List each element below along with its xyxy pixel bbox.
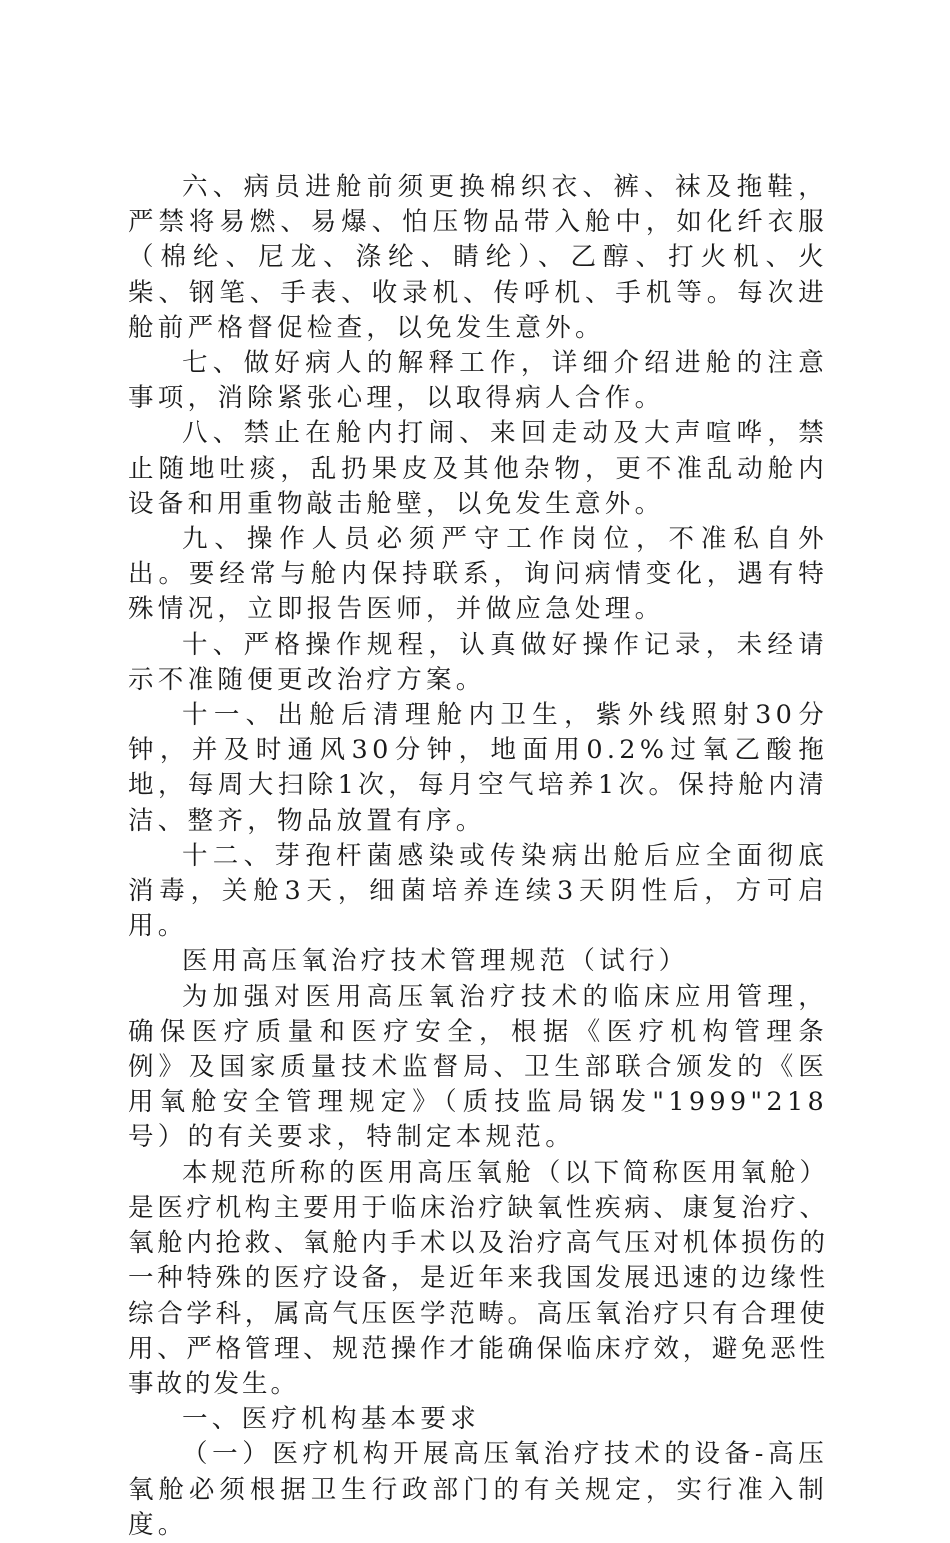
paragraph-6: 六、病员进舱前须更换棉织衣、裤、袜及拖鞋，严禁将易燃、易爆、怕压物品带入舱中，如化纤衣服（棉纶、尼龙、涤纶、睛纶）、乙醇、打火机、火柴、钢笔、手表、收录机、传呼机、手机等。每次进舱前严格督促检查，以免发生意外。 [128,172,828,343]
paragraph-10: 十、严格操作规程，认真做好操作记录，未经请示不准随便更改治疗方案。 [128,629,828,695]
paragraph-7: 七、做好病人的解释工作，详细介绍进舱的注意事项，消除紧张心理，以取得病人合作。 [128,348,828,414]
requirement-1-paragraph: （一）医疗机构开展高压氧治疗技术的设备-高压氧舱必须根据卫生行政部门的有关规定，实行准入制度。 [128,1439,828,1540]
intro-paragraph: 为加强对医用高压氧治疗技术的临床应用管理，确保医疗质量和医疗安全，根据《医疗机构管理条例》及国家质量技术监督局、卫生部联合颁发的《医用氧舱安全管理规定》（质技监局锅发"1999"218号）的有关要求，特制定本规范。 [128,981,828,1153]
paragraph-9: 九、操作人员必须严守工作岗位，不准私自外出。要经常与舱内保持联系，询问病情变化，遇有特殊情况，立即报告医师，并做应急处理。 [128,524,828,625]
paragraph-12: 十二、芽孢杆菌感染或传染病出舱后应全面彻底消毒，关舱3天，细菌培养连续3天阴性后，方可启用。 [128,840,828,942]
paragraph-11: 十一、出舱后清理舱内卫生，紫外线照射30分钟，并及时通风30分钟，地面用0.2%过氧乙酸拖地，每周大扫除1次，每月空气培养1次。保持舱内清洁、整齐，物品放置有序。 [128,700,828,836]
subsection-heading: 一、医疗机构基本要求 [182,1404,481,1435]
document-body [128,170,828,1543]
section-title: 医用高压氧治疗技术管理规范（试行） [182,946,689,977]
paragraph-8: 八、禁止在舱内打闹、来回走动及大声喧哗，禁止随地吐痰，乱扔果皮及其他杂物，更不准乱动舱内设备和用重物敲击舱壁，以免发生意外。 [128,418,828,519]
definition-paragraph: 本规范所称的医用高压氧舱（以下简称医用氧舱）是医疗机构主要用于临床治疗缺氧性疾病、康复治疗、氧舱内抢救、氧舱内手术以及治疗高气压对机体损伤的一种特殊的医疗设备，是近年来我国发展迅速的边缘性综合学科，属高气压医学范畴。高压氧治疗只有合理使用、严格管理、规范操作才能确保临床疗效，避免恶性事故的发生。 [128,1157,828,1399]
